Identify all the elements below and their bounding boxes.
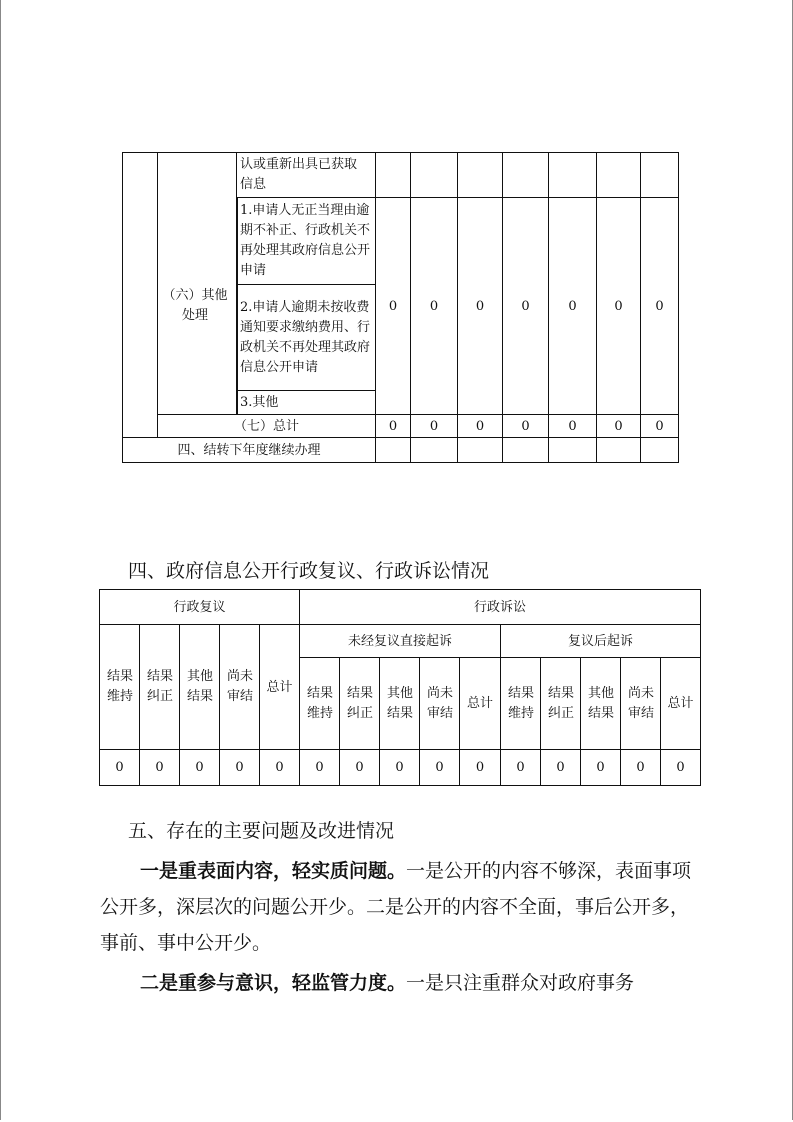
value-cell: 0: [676, 760, 685, 775]
review-header: 行政复议: [173, 599, 226, 615]
section5-heading: 五、存在的主要问题及改进情况: [128, 820, 395, 842]
value-cell: 0: [195, 760, 204, 775]
section4-heading: 四、政府信息公开行政复议、行政诉讼情况: [128, 560, 490, 582]
col-header: 结果维持: [106, 669, 133, 704]
item-obtain-info: 认或重新出具已获取信息: [240, 157, 358, 192]
after-review-header: 复议后起诉: [567, 633, 633, 649]
total-value: 0: [568, 418, 577, 434]
total-value: 0: [388, 418, 398, 434]
group6-value: 0: [568, 298, 577, 314]
paragraph-1-lead: 一是重表面内容，轻实质问题。: [140, 860, 407, 882]
total-value: 0: [655, 418, 664, 434]
value-cell: 0: [355, 760, 364, 775]
value-cell: 0: [435, 760, 444, 775]
sub-item-2: 2.申请人逾期未按收费通知要求缴纳费用、行政机关不再处理其政府信息公开申请: [240, 299, 371, 375]
carryover-label: 四、结转下年度继续办理: [177, 442, 321, 458]
col-header: 总计: [466, 696, 493, 711]
value-cell: 0: [235, 760, 244, 775]
total-value: 0: [429, 418, 439, 434]
group6-label: （六）其他处理: [162, 288, 228, 323]
total-value: 0: [475, 418, 485, 434]
paragraph-2-body: 一是只注重群众对政府事务: [406, 972, 635, 994]
direct-suit-header: 未经复议直接起诉: [347, 633, 452, 649]
col-header: 其他结果: [186, 669, 213, 704]
group6-value: 0: [429, 298, 439, 314]
value-cell: 0: [115, 760, 124, 775]
total-value: 0: [614, 418, 623, 434]
value-cell: 0: [596, 760, 605, 775]
value-cell: 0: [395, 760, 404, 775]
litigation-header: 行政诉讼: [473, 599, 526, 615]
col-header: 总计: [667, 696, 694, 711]
col-header: 结果维持: [306, 685, 333, 721]
value-cell: 0: [636, 760, 645, 775]
value-cell: 0: [315, 760, 324, 775]
col-header: 尚未审结: [627, 685, 654, 721]
col-header: 结果维持: [507, 685, 534, 721]
value-cell: 0: [475, 760, 485, 775]
total-value: 0: [521, 418, 530, 434]
col-header: 其他结果: [386, 685, 413, 721]
total-label: （七）总计: [233, 418, 299, 434]
col-header: 其他结果: [587, 685, 614, 721]
col-header: 尚未审结: [426, 685, 453, 721]
col-header: 结果纠正: [547, 685, 574, 721]
group6-value: 0: [388, 298, 398, 314]
sub-item-3: 3.其他: [240, 395, 279, 410]
paragraph-1-body: 一是公开的内容不够深，表面事项公开多，深层次的问题公开少。二是公开的内容不全面，事后公开多，事前、事中公开少。: [100, 860, 692, 954]
paragraph-2: [100, 965, 700, 1001]
col-header: 结果纠正: [346, 685, 373, 721]
value-cell: 0: [516, 760, 525, 775]
group6-value: 0: [521, 298, 530, 314]
paragraph-1: [100, 853, 700, 961]
value-cell: 0: [275, 760, 284, 775]
col-header: 总计: [266, 679, 293, 695]
col-header: 尚未审结: [226, 669, 253, 704]
col-header: 结果纠正: [146, 669, 173, 704]
value-cell: 0: [155, 760, 164, 775]
paragraph-2-lead: 二是重参与意识，轻监管力度。: [140, 972, 407, 994]
group6-value: 0: [655, 298, 664, 314]
value-cell: 0: [556, 760, 565, 775]
sub-item-1: 1.申请人无正当理由逾期不补正、行政机关不再处理其政府信息公开申请: [240, 203, 371, 278]
group6-value: 0: [614, 298, 623, 314]
group6-value: 0: [475, 298, 485, 314]
